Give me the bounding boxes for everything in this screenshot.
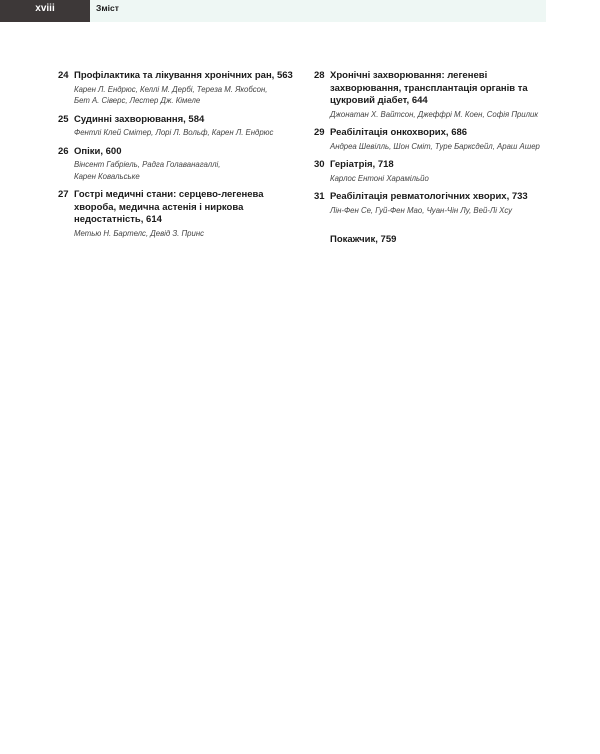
toc-entry	[58, 70, 296, 107]
authors-line: Андреа Шевілль, Шон Сміт, Туре Барксдейл, Араш Ашер	[330, 141, 540, 151]
chapter-number: 24	[58, 70, 69, 81]
chapter-authors	[74, 228, 296, 240]
chapter-title: Опіки, 600	[74, 145, 122, 157]
authors-line: Вінсент Габріель, Радга Голаванагаллі,	[74, 160, 221, 169]
chapter-number: 27	[58, 189, 69, 200]
authors-line: Метью Н. Бартелс, Девід З. Принс	[74, 228, 205, 238]
authors-line: Карен Л. Ендрюс, Келлі М. Дербі, Тереза М. Якобсон,	[74, 84, 268, 94]
chapter-authors	[74, 84, 296, 107]
toc-entry	[58, 189, 296, 239]
chapter-title: Профілактика та лікування хронічних ран, 563	[74, 70, 293, 81]
running-header	[90, 0, 546, 22]
toc-left-column	[58, 70, 296, 246]
chapter-authors	[74, 127, 296, 139]
chapter-number: 25	[58, 113, 69, 125]
toc-entry	[314, 159, 554, 184]
chapter-title: Реабілітація ревматологічних хворих, 733	[330, 191, 528, 202]
index-title: Покажчик, 759	[330, 234, 397, 245]
authors-line: Фентлі Клей Смітер, Лорі Л. Вольф, Карен Л. Ендрюс	[74, 128, 274, 137]
authors-line: Карен Ковальське	[74, 171, 140, 181]
chapter-title: Геріатрія, 718	[330, 159, 394, 170]
chapter-authors	[330, 205, 554, 217]
chapter-authors	[330, 141, 554, 153]
chapter-number: 28	[314, 70, 325, 81]
chapter-title: Судинні захворювання, 584	[74, 113, 205, 125]
chapter-title: Хронічні захворювання: легеневі захворювання, трансплантація органів та цукровий діабет, 644	[330, 70, 528, 106]
authors-line: Бет А. Сіверс, Лестер Дж. Кімеле	[74, 96, 201, 105]
authors-line: Карлос Ентоні Харамільйо	[330, 173, 429, 183]
section-title: Зміст	[96, 3, 119, 13]
toc-entry	[58, 146, 296, 183]
chapter-number: 31	[314, 191, 325, 202]
chapter-number: 30	[314, 159, 325, 170]
toc-index-entry	[314, 234, 554, 247]
chapter-title: Гострі медичні стани: серцево-легенева хвороба, медична астенія і ниркова недостатність, 614	[74, 189, 264, 225]
page-number: xviii	[0, 0, 90, 22]
authors-line: Джонатан Х. Вайтсон, Джеффрі М. Коен, Софія Прилик	[330, 109, 539, 119]
authors-line: Лін-Фен Се, Гуй-Фен Мао, Чуан-Чін Лу, Вей-Лі Хсу	[330, 205, 513, 215]
chapter-authors	[330, 109, 554, 121]
toc-entry	[314, 70, 554, 120]
toc-entry	[314, 191, 554, 216]
chapter-title: Реабілітація онкохворих, 686	[330, 127, 468, 138]
toc-right-column	[314, 70, 554, 254]
chapter-authors	[330, 173, 554, 185]
chapter-number: 26	[58, 145, 69, 157]
toc-entry	[314, 127, 554, 152]
chapter-authors	[74, 159, 296, 182]
chapter-number: 29	[314, 127, 325, 138]
toc-entry	[58, 114, 296, 139]
